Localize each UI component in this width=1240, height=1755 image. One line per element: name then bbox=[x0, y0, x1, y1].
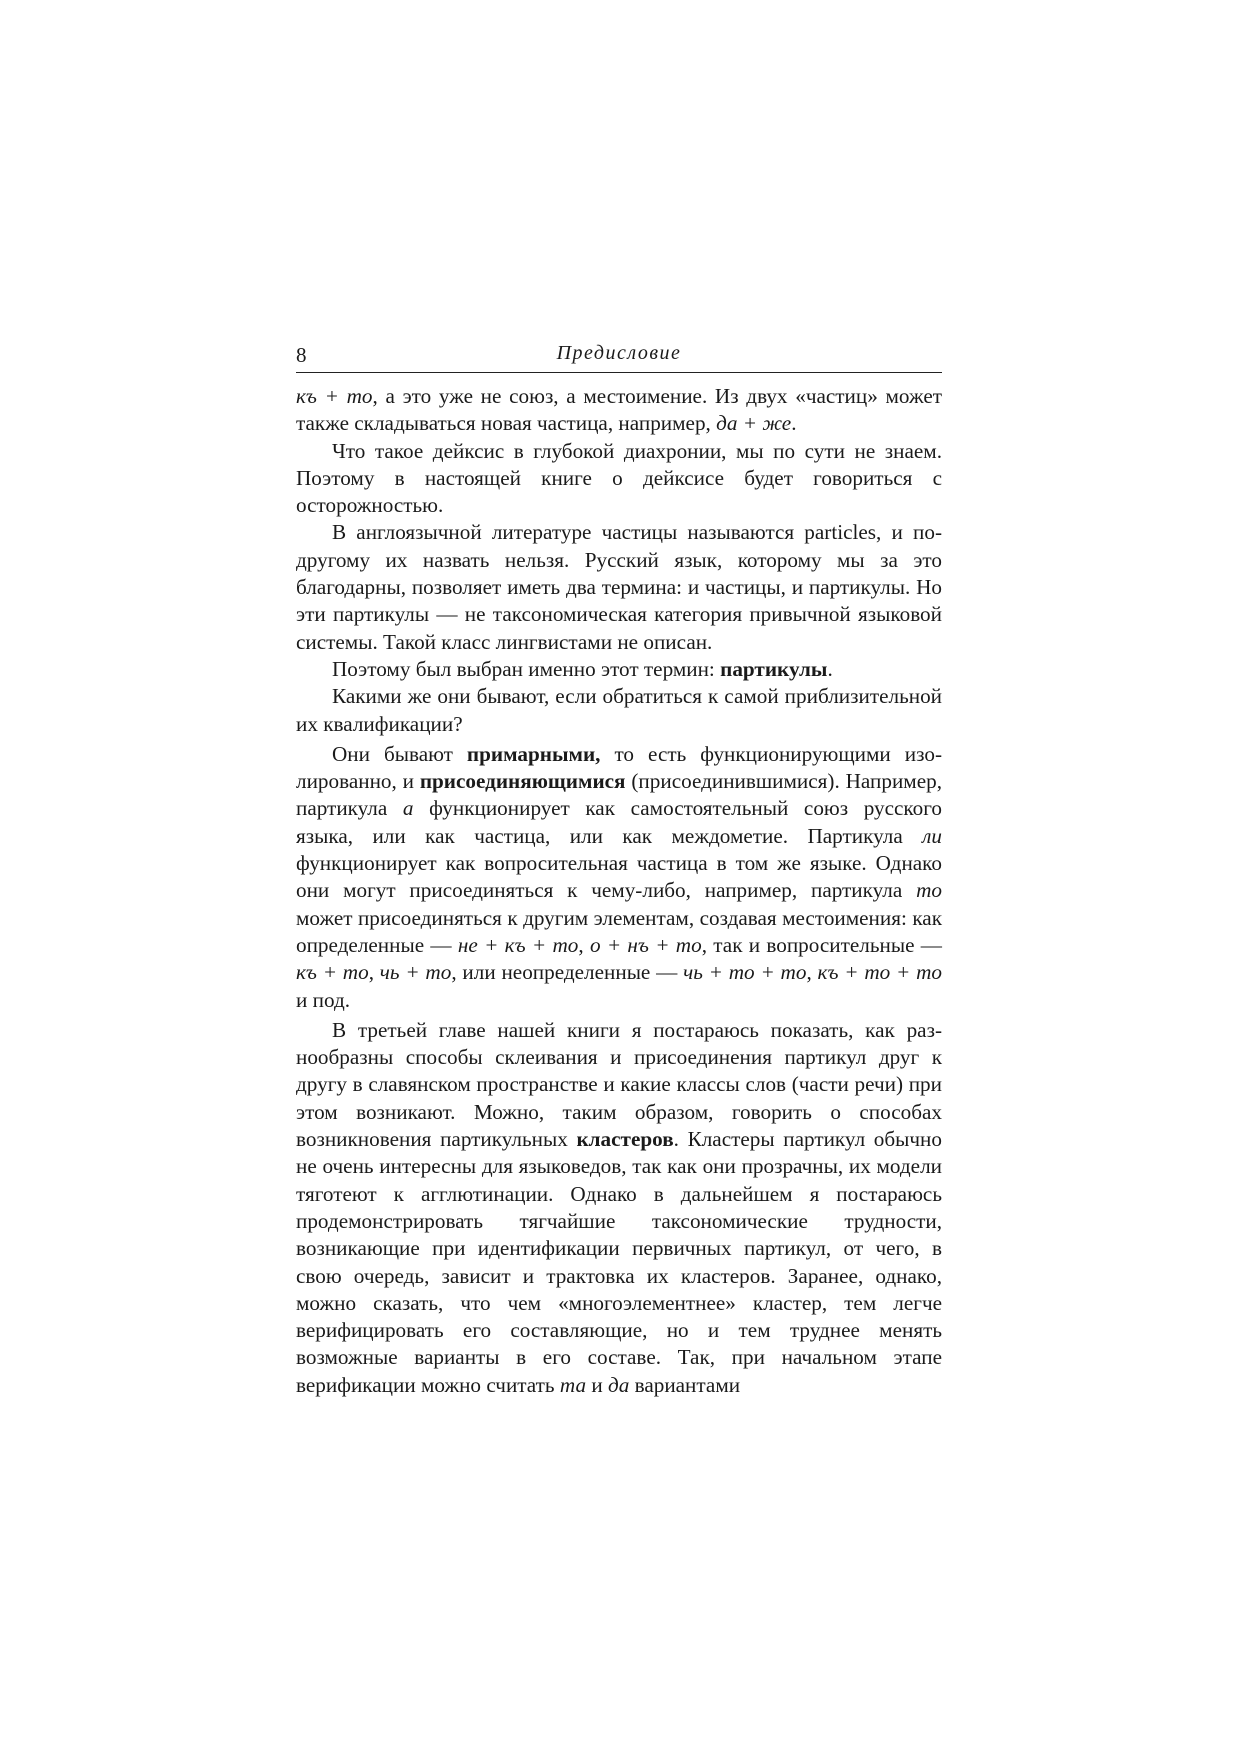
text-run: . bbox=[791, 411, 797, 436]
text-run: Какими же они бывают, если обратиться к самой приблизительной их квалификации? bbox=[296, 684, 942, 736]
text-run: и bbox=[586, 1372, 608, 1397]
text-run: , bbox=[806, 960, 818, 985]
text-run: функционирует как вопросительная частица в том же языке. Однако они могут присоединяться к чему-либо, например, партикула bbox=[296, 851, 942, 903]
text-run: , bbox=[578, 932, 590, 957]
text-run: может присоединяться к другим элементам, создавая местоимения: как определенные — bbox=[296, 905, 942, 957]
bold-term: примарными, bbox=[466, 741, 601, 766]
italic-term: а bbox=[402, 796, 414, 821]
text-run: . Кластеры партикул обычно не очень интересны для языковедов, так как они прозрачны, их модели тяготеют к агглютинации. Однако в дальнейшем я постараюсь продемонстрировать тягчайшие таксономические трудности, возникающие при идентификации первичных партикул, от чего, в свою очередь, зависит и трактовка их кластеров. Заранее, однако, можно сказать, что чем «многоэлементнее» кластер, тем легче верифицировать его составляющие, но и тем труднее менять возможные варианты в его составе. Так, при начальном этапе верификации можно считать bbox=[296, 1127, 942, 1397]
italic-term: чь + то + то bbox=[683, 960, 807, 985]
text-run: то есть функционирующими изолированно, и bbox=[296, 741, 942, 794]
text-run: , bbox=[368, 960, 380, 985]
paragraph bbox=[296, 683, 942, 738]
paragraph bbox=[296, 656, 942, 683]
running-title: Предисловие bbox=[556, 342, 682, 364]
text-run: Поэтому был выбран именно этот термин: bbox=[332, 656, 721, 681]
text-run: и под. bbox=[296, 987, 351, 1012]
italic-term: о + нъ + то bbox=[589, 932, 702, 957]
paragraph bbox=[296, 383, 942, 438]
italic-term: да + же bbox=[716, 411, 792, 436]
paragraph bbox=[296, 741, 942, 1014]
page-header bbox=[296, 342, 942, 373]
bold-term: кластеров bbox=[576, 1127, 674, 1152]
paragraph bbox=[296, 438, 942, 520]
text-run: Они бывают bbox=[332, 741, 467, 766]
bold-term: присоединяющимися bbox=[419, 769, 626, 794]
text-run: , так и вопросительные — bbox=[701, 932, 942, 957]
italic-term: та bbox=[559, 1372, 587, 1397]
italic-term: да bbox=[607, 1372, 630, 1397]
text-run: В третьей главе нашей книги я постараюсь показать, как разнообразны способы склеивания и присоединения партикул друг к другу в славянском пространстве и какие классы слов (части речи) при этом возникают. Можно, таким образом, говорить о способах возникновения партикульных bbox=[296, 1017, 942, 1152]
text-run: . bbox=[827, 656, 833, 681]
italic-term: ли bbox=[922, 823, 942, 848]
text-run: Что такое дейксис в глубокой диахронии, мы по сути не знаем. Поэтому в настоящей книге о дейксисе будет говориться с осторожностью. bbox=[296, 438, 942, 518]
paragraph bbox=[296, 519, 942, 655]
bold-term: партикулы bbox=[720, 656, 828, 681]
italic-term: къ + то bbox=[296, 384, 373, 408]
text-run: (присоединившимися). Например, партикула bbox=[296, 769, 943, 821]
text-run: В англоязычной литературе частицы называются particles, и по-другому их назвать нельзя. Русский язык, которому мы за это благодарны, позволяет иметь два термина: и частицы, и партикулы. Но эти партикулы — не таксономическая категория привычной языковой системы. Такой класс лингвистами не описан. bbox=[296, 520, 942, 654]
italic-term: не + къ + то bbox=[457, 932, 579, 957]
italic-term: къ + то bbox=[296, 960, 369, 985]
page-number: 8 bbox=[296, 343, 307, 367]
text-run: , или неопределенные — bbox=[451, 960, 684, 985]
body-text bbox=[296, 383, 942, 1399]
text-run: функционирует как самостоятельный союз русского языка, или как частица, или как междометие. Партикула bbox=[296, 796, 942, 848]
italic-term: то bbox=[916, 878, 942, 903]
italic-term: къ + то + то bbox=[817, 960, 943, 985]
text-run: , а это уже не союз, а местоимение. Из двух «частиц» может также складываться новая частица, например, bbox=[296, 384, 942, 436]
text-run: вариантами bbox=[629, 1372, 741, 1397]
italic-term: чь + то bbox=[379, 960, 452, 985]
paragraph bbox=[296, 1017, 942, 1399]
